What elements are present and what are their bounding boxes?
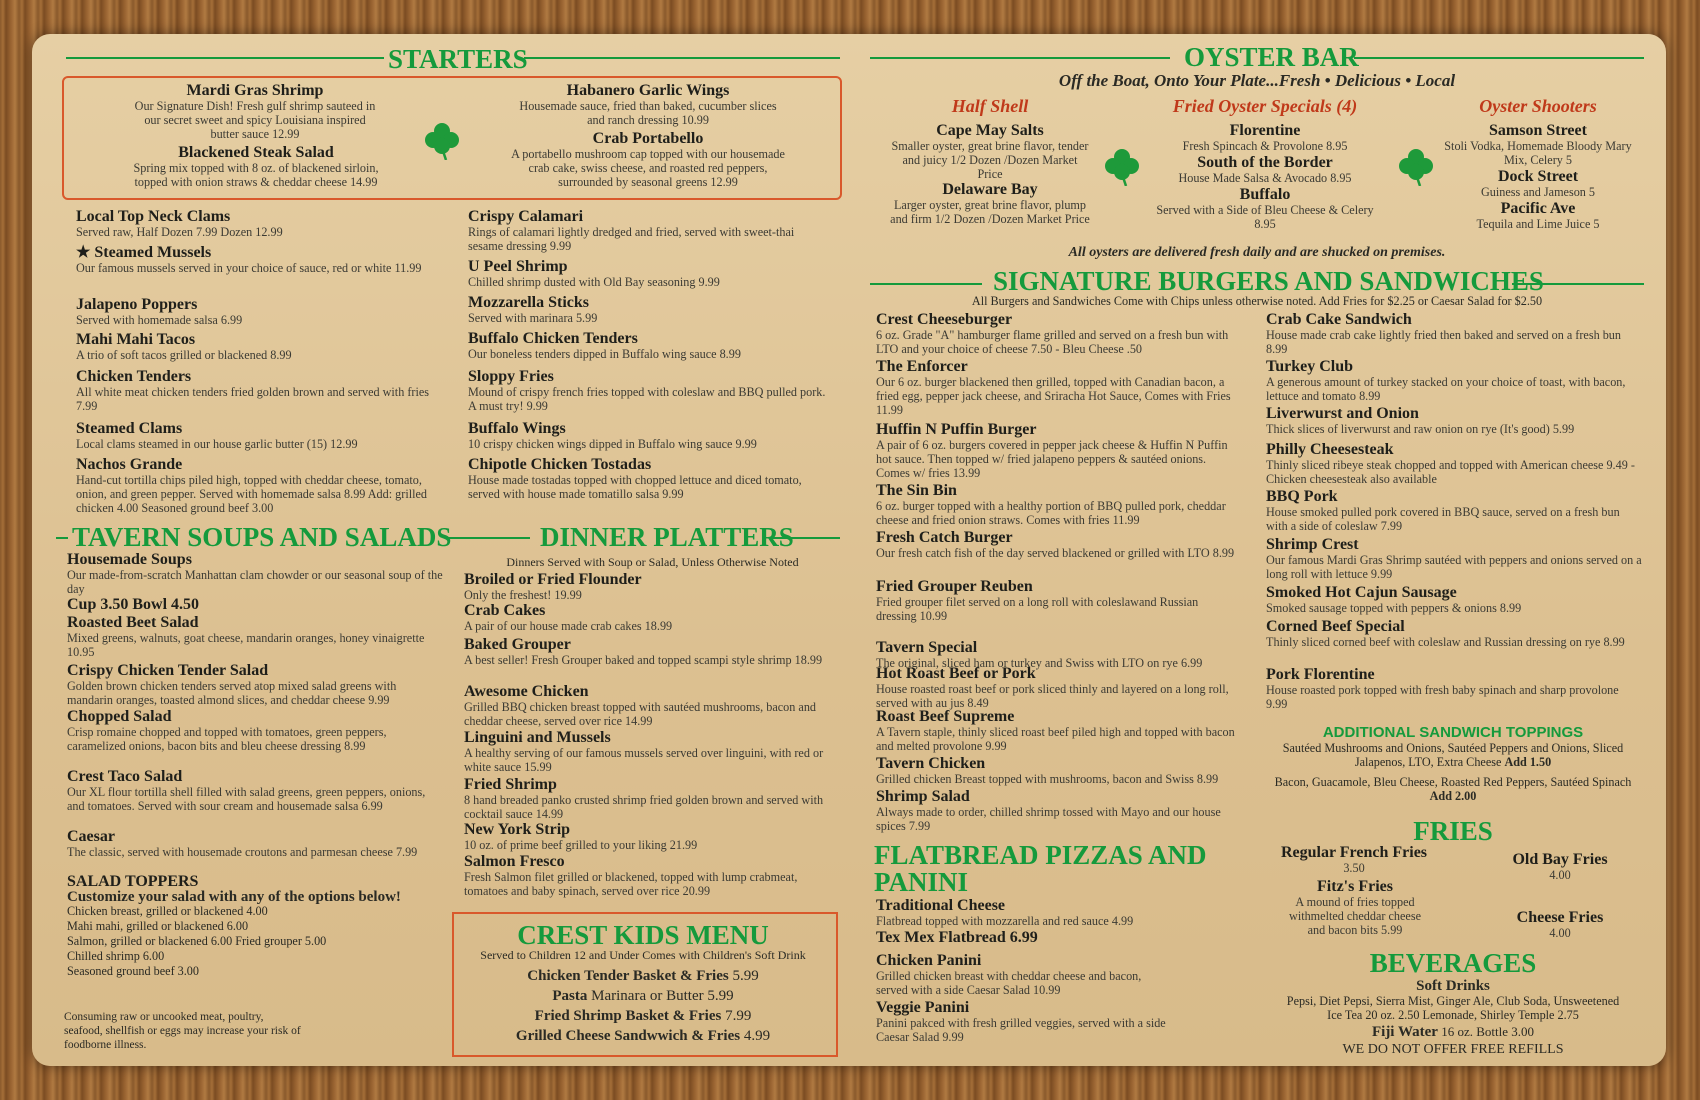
section-title-flatbread: FLATBREAD PIZZAS AND PANINI	[874, 840, 1207, 897]
item-description: Chilled shrimp dusted with Old Bay seasoning 9.99	[468, 275, 720, 289]
item-description: A healthy serving of our famous mussels served over linguini, with red or white sauce 15.99	[464, 746, 824, 774]
menu-item	[464, 776, 842, 821]
menu-item	[1150, 122, 1380, 153]
section-title-beverages: BEVERAGES	[1369, 948, 1537, 978]
item-description: Thinly sliced ribeye steak chopped and topped with American cheese 9.49 - Chicken cheesesteak also available	[1266, 458, 1635, 486]
menu-item	[1266, 584, 1642, 615]
item-description: Our famous mussels served in your choice of sauce, red or white 11.99	[76, 261, 422, 275]
menu-item	[876, 529, 1236, 560]
item-name: Pork Florentine	[1266, 666, 1375, 683]
item-name: Samson Street	[1489, 122, 1587, 139]
menu-item	[464, 729, 842, 774]
item-name: Cup 3.50 Bowl 4.50	[67, 596, 200, 613]
item-description: Thinly sliced corned beef with coleslaw and Russian dressing on rye 8.99	[1266, 635, 1625, 649]
item-description: Fresh Salmon filet grilled or blackened, topped with lump crabmeat, tomatoes and baby spinach, served over rice 20.99	[464, 870, 798, 898]
item-name: Fried Grouper Reuben	[876, 578, 1033, 595]
menu-item: Cheese Fries 4.00	[1516, 909, 1604, 940]
menu-item	[464, 636, 842, 667]
item-description: Grilled BBQ chicken breast topped with sautéed mushrooms, bacon and cheddar cheese, served over rice 14.99	[464, 700, 817, 728]
menu-item	[1266, 405, 1642, 436]
section-title-fries: FRIES	[1413, 816, 1493, 846]
item-description: Larger oyster, great brine flavor, plump and firm 1/2 Dozen /Dozen Market Price	[890, 198, 1090, 226]
item-description: The classic, served with housemade croutons and parmesan cheese 7.99	[67, 845, 418, 859]
menu-item	[890, 181, 1090, 226]
kids-item-name: Chicken Tender Basket & Fries	[527, 968, 729, 984]
item-description: Our fresh catch fish of the day served blackened or grilled with LTO 8.99	[876, 546, 1235, 560]
dinner-note: Dinners Served with Soup or Salad, Unless Otherwise Noted	[506, 555, 799, 569]
item-description: Served raw, Half Dozen 7.99 Dozen 12.99	[76, 225, 283, 239]
item-name: Crispy Chicken Tender Salad	[67, 662, 269, 679]
item-name: Crispy Calamari	[468, 208, 584, 225]
divider	[1512, 283, 1644, 285]
divider	[870, 57, 1170, 59]
item-description: Stoli Vodka, Homemade Bloody Mary Mix, Celery 5	[1444, 139, 1632, 167]
menu-item: Crab Portabello A portabello mushroom cap topped with our housemade crab cake, swiss cheese, and roasted red peppers, surrounded by seasonal greens 12.99	[511, 130, 785, 189]
item-name: Roast Beef Supreme	[876, 708, 1015, 725]
item-name: South of the Border	[1197, 154, 1333, 171]
item-name: Chopped Salad	[67, 708, 172, 725]
menu-item	[67, 662, 443, 707]
item-name: Chicken Panini	[876, 952, 982, 969]
divider	[56, 537, 68, 539]
divider	[66, 57, 384, 59]
section-title-dinner: DINNER PLATTERS	[540, 522, 794, 552]
menu-item: Mardi Gras Shrimp Our Signature Dish! Fresh gulf shrimp sauteed in our secret sweet and spicy Louisiana inspired butter sauce 12.99	[134, 82, 376, 141]
item-name: Mahi Mahi Tacos	[76, 331, 196, 348]
item-name: Delaware Bay	[942, 181, 1038, 198]
divider	[446, 537, 530, 539]
item-name: Awesome Chicken	[464, 683, 589, 700]
menu-item	[876, 788, 1236, 833]
item-name: Tex Mex Flatbread 6.99	[876, 929, 1038, 946]
divider	[870, 283, 982, 285]
item-name: Crab Cakes	[464, 602, 546, 619]
item-description: All white meat chicken tenders fried golden brown and served with fries 7.99	[76, 385, 429, 413]
item-name: Baked Grouper	[464, 636, 571, 653]
menu-item	[76, 244, 448, 275]
section-title-kids: CREST KIDS MENU	[517, 920, 769, 950]
item-name: Salmon Fresco	[464, 853, 565, 870]
item-name: ★ Steamed Mussels	[76, 244, 212, 261]
item-name: New York Strip	[464, 821, 571, 838]
menu-item	[468, 208, 832, 253]
item-name: Jalapeno Poppers	[76, 296, 198, 313]
menu-item	[464, 602, 842, 633]
menu-item	[76, 208, 448, 239]
kids-note: Served to Children 12 and Under Comes with Children's Soft Drink	[480, 948, 806, 962]
item-name: Chipotle Chicken Tostadas	[468, 456, 652, 473]
item-description: Rings of calamari lightly dredged and fried, served with sweet-thai sesame dressing 9.99	[468, 225, 795, 253]
section-title-starters: STARTERS	[388, 44, 528, 74]
menu-item	[464, 853, 842, 898]
topper-option: Salmon, grilled or blackened 6.00 Fried grouper 5.00	[67, 934, 327, 948]
divider	[524, 57, 840, 59]
item-description: A pair of 6 oz. burgers covered in pepper jack cheese & Huffin N Puffin hot sauce. Then topped w/ fried jalapeno peppers & sautéed onions. Comes w/ fries 13.99	[876, 438, 1228, 480]
menu-item	[876, 897, 1176, 928]
menu-item	[67, 614, 443, 659]
item-name: Roasted Beet Salad	[67, 614, 199, 631]
shamrock-icon	[1102, 146, 1142, 186]
toppings-line-2: Bacon, Guacamole, Bleu Cheese, Roasted Red Peppers, Sautéed Spinach Add 2.00	[1274, 775, 1632, 803]
menu-item	[1266, 536, 1642, 581]
item-name: Tavern Special	[876, 639, 978, 656]
item-name: Local Top Neck Clams	[76, 208, 231, 225]
item-name: Crab Cake Sandwich	[1266, 311, 1412, 328]
menu-item	[876, 358, 1236, 417]
item-description: Hand-cut tortilla chips piled high, topped with cheddar cheese, tomato, onion, and green pepper. Served with homemade salsa 8.99 Add: grilled chicken 4.00 Seasoned ground beef 3.00	[76, 473, 427, 515]
item-description: Our XL flour tortilla shell filled with salad greens, green peppers, onions, and tomatoes. Served with sour cream and housemade salsa 6.99	[67, 785, 426, 813]
menu-item	[468, 456, 832, 501]
item-name: Corned Beef Special	[1266, 618, 1405, 635]
item-name: Housemade Soups	[67, 551, 192, 568]
item-description: Grilled chicken breast with cheddar cheese and bacon, served with a side Caesar Salad 10.99	[876, 969, 1142, 997]
kids-item-name: Fried Shrimp Basket & Fries	[534, 1008, 722, 1024]
menu-item	[67, 596, 443, 613]
menu-item	[1150, 154, 1380, 185]
kids-item-name: Grilled Cheese Sandwwich & Fries	[515, 1028, 741, 1044]
item-name: Fried Shrimp	[464, 776, 557, 793]
item-name: Philly Cheesesteak	[1266, 441, 1394, 458]
menu-item	[67, 551, 443, 596]
item-name: The Sin Bin	[876, 482, 957, 499]
menu-item: Habanero Garlic Wings Housemade sauce, fried than baked, cucumber slices and ranch dressing 10.99	[519, 82, 777, 127]
refill-note: WE DO NOT OFFER FREE REFILLS	[1342, 1042, 1564, 1057]
menu-item	[464, 821, 842, 852]
item-name: Caesar	[67, 828, 115, 845]
menu-item	[468, 330, 832, 361]
item-description: Mound of crispy french fries topped with coleslaw and BBQ pulled pork. A must try! 9.99	[468, 385, 826, 413]
menu-item	[1440, 122, 1636, 167]
menu-item	[464, 571, 842, 602]
menu-item: Regular French Fries 3.50	[1280, 844, 1428, 875]
menu-item	[67, 708, 443, 753]
menu-item	[890, 122, 1090, 181]
half-shell-title: Half Shell	[951, 96, 1029, 116]
item-description: 10 crispy chicken wings dipped in Buffalo wing sauce 9.99	[468, 437, 757, 451]
item-name: Chicken Tenders	[76, 368, 192, 385]
item-description: Smoked sausage topped with peppers & onions 8.99	[1266, 601, 1522, 615]
menu-item	[876, 421, 1236, 480]
item-description: 6 oz. Grade "A" hamburger flame grilled and served on a fresh bun with LTO and your choice of cheese 7.50 - Bleu Cheese .50	[876, 328, 1229, 356]
item-name: SALAD TOPPERS	[67, 873, 199, 890]
menu-item: Old Bay Fries 4.00	[1512, 851, 1608, 882]
burgers-note: All Burgers and Sandwiches Come with Chips unless otherwise noted. Add Fries for $2.25 or Caesar Salad for $2.50	[971, 294, 1543, 308]
item-description: Mixed greens, walnuts, goat cheese, mandarin oranges, honey vinaigrette 10.95	[67, 631, 425, 659]
item-name: U Peel Shrimp	[468, 258, 568, 275]
salad-toppers-list	[67, 904, 326, 979]
item-name: Turkey Club	[1266, 358, 1353, 375]
toppers-heading: Customize your salad with any of the options below!	[67, 889, 401, 905]
item-description: A best seller! Fresh Grouper baked and topped scampi style shrimp 18.99	[464, 653, 823, 667]
menu-item	[468, 294, 832, 325]
item-description: Fresh Spincach & Provolone 8.95	[1182, 139, 1348, 153]
kids-items	[452, 966, 834, 1046]
menu-item	[876, 952, 1176, 997]
menu-item: Blackened Steak Salad Spring mix topped with 8 oz. of blackened sirloin, topped with onion straws & cheddar cheese 14.99	[133, 144, 379, 189]
item-description: Grilled chicken Breast topped with mushrooms, bacon and Swiss 8.99	[876, 772, 1219, 786]
item-name: Steamed Clams	[76, 420, 183, 437]
item-name: Tavern Chicken	[876, 755, 986, 772]
oyster-tagline: Off the Boat, Onto Your Plate...Fresh • Delicious • Local	[1058, 71, 1456, 90]
item-name: Florentine	[1229, 122, 1301, 139]
kids-item	[452, 1026, 834, 1046]
menu-item	[1150, 186, 1380, 231]
menu-item	[67, 873, 443, 890]
menu-item	[876, 665, 1236, 710]
item-description: Always made to order, chilled shrimp tossed with Mayo and our house spices 7.99	[876, 805, 1221, 833]
health-warning: Consuming raw or uncooked meat, poultry, seafood, shellfish or eggs may increase your risk of foodborne illness.	[64, 1011, 301, 1051]
menu-item	[468, 420, 832, 451]
topper-option: Mahi mahi, grilled or blackened 6.00	[67, 919, 249, 933]
menu-item	[1266, 666, 1642, 711]
kids-item	[452, 966, 834, 986]
fried-oyster-title: Fried Oyster Specials (4)	[1172, 96, 1358, 116]
item-description: Guiness and Jameson 5	[1480, 185, 1596, 199]
item-name: Smoked Hot Cajun Sausage	[1266, 584, 1457, 601]
item-description: Served with a Side of Bleu Cheese & Celery 8.95	[1156, 203, 1374, 231]
item-name: Shrimp Crest	[1266, 536, 1359, 553]
menu-item	[76, 420, 448, 451]
oyster-shooters-title: Oyster Shooters	[1479, 96, 1597, 116]
menu-item: Fitz's Fries A mound of fries topped withmelted cheddar cheese and bacon bits 5.99	[1289, 878, 1421, 937]
item-description: A Tavern staple, thinly sliced roast beef piled high and topped with bacon and melted provolone 9.99	[876, 725, 1235, 753]
item-description: House made crab cake lightly fried then baked and served on a fresh bun 8.99	[1266, 328, 1621, 356]
divider	[1354, 57, 1644, 59]
item-description: A pair of our house made crab cakes 18.99	[464, 619, 673, 633]
item-description: Our made-from-scratch Manhattan clam chowder or our seasonal soup of the day	[67, 568, 443, 596]
menu-item	[876, 708, 1236, 753]
item-name: Broiled or Fried Flounder	[464, 571, 642, 588]
menu-item	[876, 311, 1236, 356]
menu-item	[76, 368, 448, 413]
item-description: Fried grouper filet served on a long roll with coleslawand Russian dressing 10.99	[876, 595, 1199, 623]
item-name: Crest Taco Salad	[67, 768, 183, 785]
item-name: Huffin N Puffin Burger	[876, 421, 1037, 438]
item-name: Liverwurst and Onion	[1266, 405, 1419, 422]
item-description: Served with homemade salsa 6.99	[76, 313, 243, 327]
item-name: Buffalo Chicken Tenders	[468, 330, 638, 347]
kids-item	[452, 1006, 834, 1026]
item-description: The original, sliced ham or turkey and Swiss with LTO on rye 6.99	[876, 656, 1203, 670]
menu-item	[876, 999, 1176, 1044]
shamrock-icon	[422, 120, 462, 160]
item-name: Cape May Salts	[936, 122, 1044, 139]
item-name: Buffalo Wings	[468, 420, 566, 437]
menu-item	[67, 828, 443, 859]
item-description: Smaller oyster, great brine flavor, tender and juicy 1/2 Dozen /Dozen Market Price	[891, 139, 1089, 181]
section-title-soups: TAVERN SOUPS AND SALADS	[72, 522, 452, 552]
item-description: Our boneless tenders dipped in Buffalo wing sauce 8.99	[468, 347, 741, 361]
item-name: Sloppy Fries	[468, 368, 554, 385]
menu-item	[876, 755, 1236, 786]
kids-item-price: 4.99	[743, 1028, 771, 1044]
item-name: BBQ Pork	[1266, 488, 1338, 505]
section-title-burgers: SIGNATURE BURGERS AND SANDWICHES	[993, 266, 1544, 296]
soft-drinks-title: Soft Drinks	[1416, 978, 1490, 994]
item-name: Mozzarella Sticks	[468, 294, 590, 311]
item-name: Veggie Panini	[876, 999, 970, 1016]
item-description: Tequila and Lime Juice 5	[1476, 217, 1600, 231]
menu-item	[876, 578, 1236, 623]
item-description: 6 oz. burger topped with a healthy portion of BBQ pulled pork, cheddar cheese and fried onion straws. Comes with fries 11.99	[876, 499, 1226, 527]
menu-item	[76, 456, 448, 515]
oyster-footer: All oysters are delivered fresh daily and are shucked on premises.	[1068, 245, 1446, 260]
item-description: Served with marinara 5.99	[468, 311, 598, 325]
item-description: A trio of soft tacos grilled or blackened 8.99	[76, 348, 292, 362]
item-description: House made tostadas topped with chopped lettuce and diced tomato, served with house made tomatillo salsa 9.99	[468, 473, 802, 501]
divider	[770, 537, 840, 539]
toppings-line-1: Sautéed Mushrooms and Onions, Sautéed Peppers and Onions, Sliced Jalapenos, LTO, Extra Cheese Add 1.50	[1282, 741, 1624, 769]
item-description: Thick slices of liverwurst and raw onion on rye (It's good) 5.99	[1266, 422, 1575, 436]
menu-item	[1266, 618, 1642, 649]
item-description: Crisp romaine chopped and topped with tomatoes, green peppers, caramelized onions, bacon bits and bleu cheese dressing 8.99	[67, 725, 387, 753]
item-description: Our 6 oz. burger blackened then grilled, topped with Canadian bacon, a fried egg, pepper jack cheese, and Sriracha Hot Sauce, Comes with Fries 11.99	[876, 375, 1231, 417]
item-description: 8 hand breaded panko crusted shrimp fried golden brown and served with cocktail sauce 14.99	[464, 793, 824, 821]
menu-item	[876, 929, 1176, 946]
menu-item	[468, 368, 832, 413]
item-description: House smoked pulled pork covered in BBQ sauce, served on a fresh bun with a side of coleslaw 7.99	[1266, 505, 1620, 533]
menu-item	[1266, 441, 1642, 486]
item-name: Pacific Ave	[1500, 200, 1576, 217]
item-name: Dock Street	[1497, 168, 1579, 185]
item-description: House roasted pork topped with fresh baby spinach and sharp provolone 9.99	[1266, 683, 1619, 711]
item-name: Shrimp Salad	[876, 788, 970, 805]
item-description: House roasted roast beef or pork sliced thinly and layered on a long roll, served with au jus 8.49	[876, 682, 1229, 710]
item-description: Golden brown chicken tenders served atop mixed salad greens with mandarin oranges, toasted almond slices, and cheddar cheese 9.99	[67, 679, 397, 707]
menu-item	[876, 482, 1236, 527]
kids-item-price: 7.99	[725, 1008, 752, 1024]
item-name: Buffalo	[1239, 186, 1291, 203]
item-name: The Enforcer	[876, 358, 968, 375]
fiji-water: Fiji Water 16 oz. Bottle 3.00	[1371, 1024, 1534, 1040]
item-name: Crest Cheeseburger	[876, 311, 1013, 328]
menu-item	[1266, 488, 1642, 533]
item-name: Nachos Grande	[76, 456, 183, 473]
item-description: Only the freshest! 19.99	[464, 588, 582, 602]
item-description: Flatbread topped with mozzarella and red sauce 4.99	[876, 914, 1134, 928]
menu-item	[1440, 200, 1636, 231]
item-name: Linguini and Mussels	[464, 729, 611, 746]
item-name: Fresh Catch Burger	[876, 529, 1013, 546]
kids-item-price: 5.99	[732, 968, 759, 984]
item-name: Traditional Cheese	[876, 897, 1006, 914]
menu-item	[1266, 358, 1642, 403]
section-title-oyster: OYSTER BAR	[1184, 42, 1359, 72]
item-description: Panini pakced with fresh grilled veggies, served with a side Caesar Salad 9.99	[876, 1016, 1166, 1044]
menu-item	[464, 683, 842, 728]
item-description: House Made Salsa & Avocado 8.95	[1178, 171, 1352, 185]
item-description: 10 oz. of prime beef grilled to your liking 21.99	[464, 838, 698, 852]
shamrock-icon	[1396, 146, 1436, 186]
menu-item	[1440, 168, 1636, 199]
menu-item	[76, 331, 448, 362]
soft-drinks-desc: Pepsi, Diet Pepsi, Sierra Mist, Ginger Ale, Club Soda, Unsweetened Ice Tea 20 oz. 2.50 Lemonade, Shirley Temple 2.75	[1286, 994, 1620, 1022]
menu-item	[468, 258, 832, 289]
item-description: A generous amount of turkey stacked on your choice of toast, with bacon, lettuce and tomato 8.99	[1266, 375, 1626, 403]
topper-option: Chilled shrimp 6.00	[67, 949, 165, 963]
toppings-title: ADDITIONAL SANDWICH TOPPINGS	[1322, 724, 1584, 741]
kids-item	[452, 986, 834, 1006]
item-name: Hot Roast Beef or Pork	[876, 665, 1036, 682]
kids-item-price: Marinara or Butter 5.99	[591, 988, 734, 1004]
menu-item	[67, 768, 443, 813]
item-description: Local clams steamed in our house garlic butter (15) 12.99	[76, 437, 358, 451]
kids-item-name: Pasta	[552, 988, 588, 1004]
menu-item	[1266, 311, 1642, 356]
menu-item	[76, 296, 448, 327]
topper-option: Seasoned ground beef 3.00	[67, 964, 199, 978]
item-description: Our famous Mardi Gras Shrimp sautéed with peppers and onions served on a long roll with lettuce 9.99	[1266, 553, 1642, 581]
topper-option: Chicken breast, grilled or blackened 4.00	[67, 904, 268, 918]
